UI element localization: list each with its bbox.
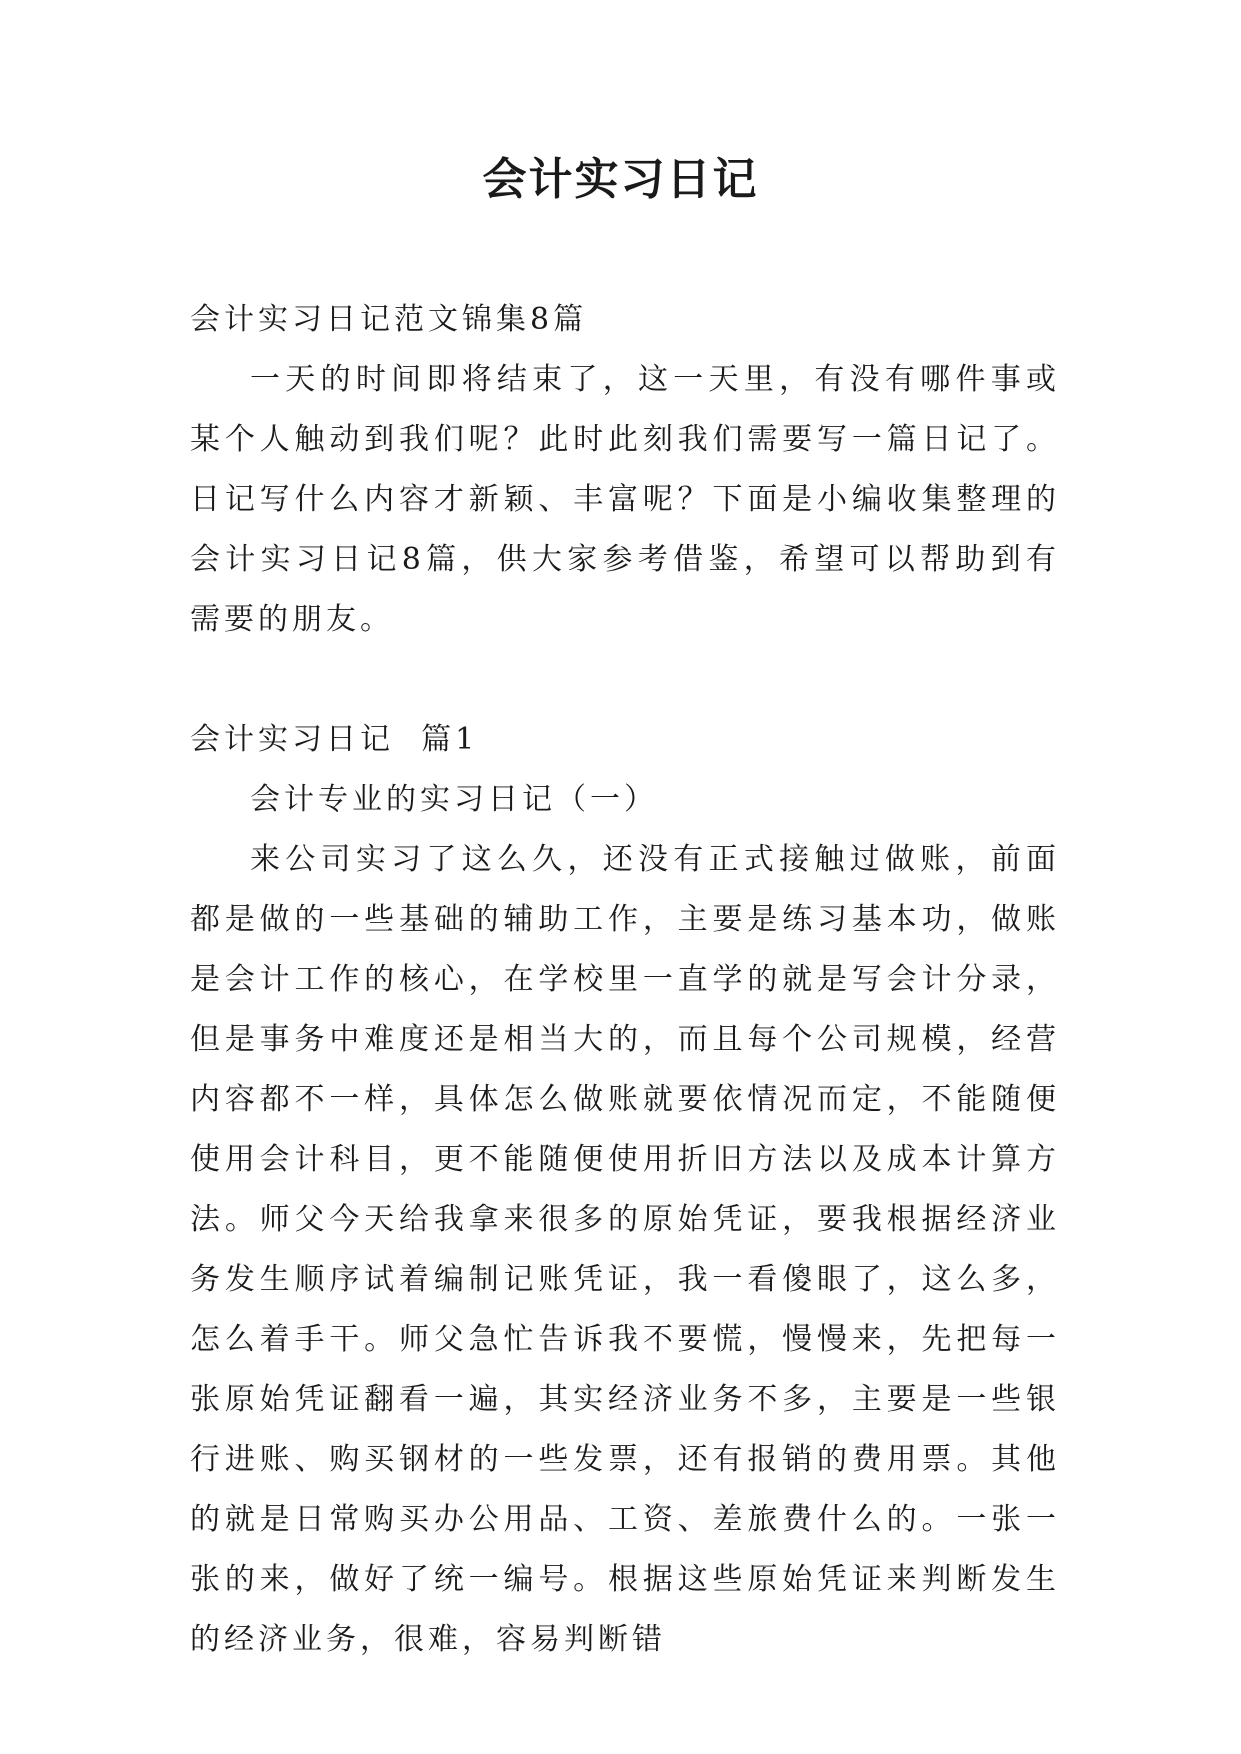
section-paragraph: 来公司实习了这么久，还没有正式接触过做账，前面都是做的一些基础的辅助工作，主要是练习基本功，做账是会计工作的核心，在学校里一直学的就是写会计分录，但是事务中难度还是相当大的，而且每个公司规模，经营内容都不一样，具体怎么做账就要依情况而定，不能随便使用会计科目，更不能随便使用折旧方法以及成本计算方法。师父今天给我拿来很多的原始凭证，要我根据经济业务发生顺序试着编制记账凭证，我一看傻眼了，这么多，怎么着手干。师父急忙告诉我不要慌，慢慢来，先把每一张原始凭证翻看一遍，其实经济业务不多，主要是一些银行进账、购买钢材的一些发票，还有报销的费用票。其他的就是日常购买办公用品、工资、差旅费什么的。一张一张的来，做好了统一编号。根据这些原始凭证来判断发生的经济业务，很难，容易判断错 [190,842,1060,1657]
section-heading: 会计实习日记 篇1 [190,722,479,757]
document-subtitle: 会计实习日记范文锦集8篇 [190,302,588,337]
section-subheading: 会计专业的实习日记（一） [250,782,658,817]
intro-paragraph: 一天的时间即将结束了，这一天里，有没有哪件事或某个人触动到我们呢？此时此刻我们需要写一篇日记了。日记写什么内容才新颖、丰富呢？下面是小编收集整理的会计实习日记8篇，供大家参考借鉴，希望可以帮助到有需要的朋友。 [190,362,1060,637]
section-spacer [190,650,1060,710]
document-body [190,290,1060,1670]
page-title: 会计实习日记 [482,154,759,205]
